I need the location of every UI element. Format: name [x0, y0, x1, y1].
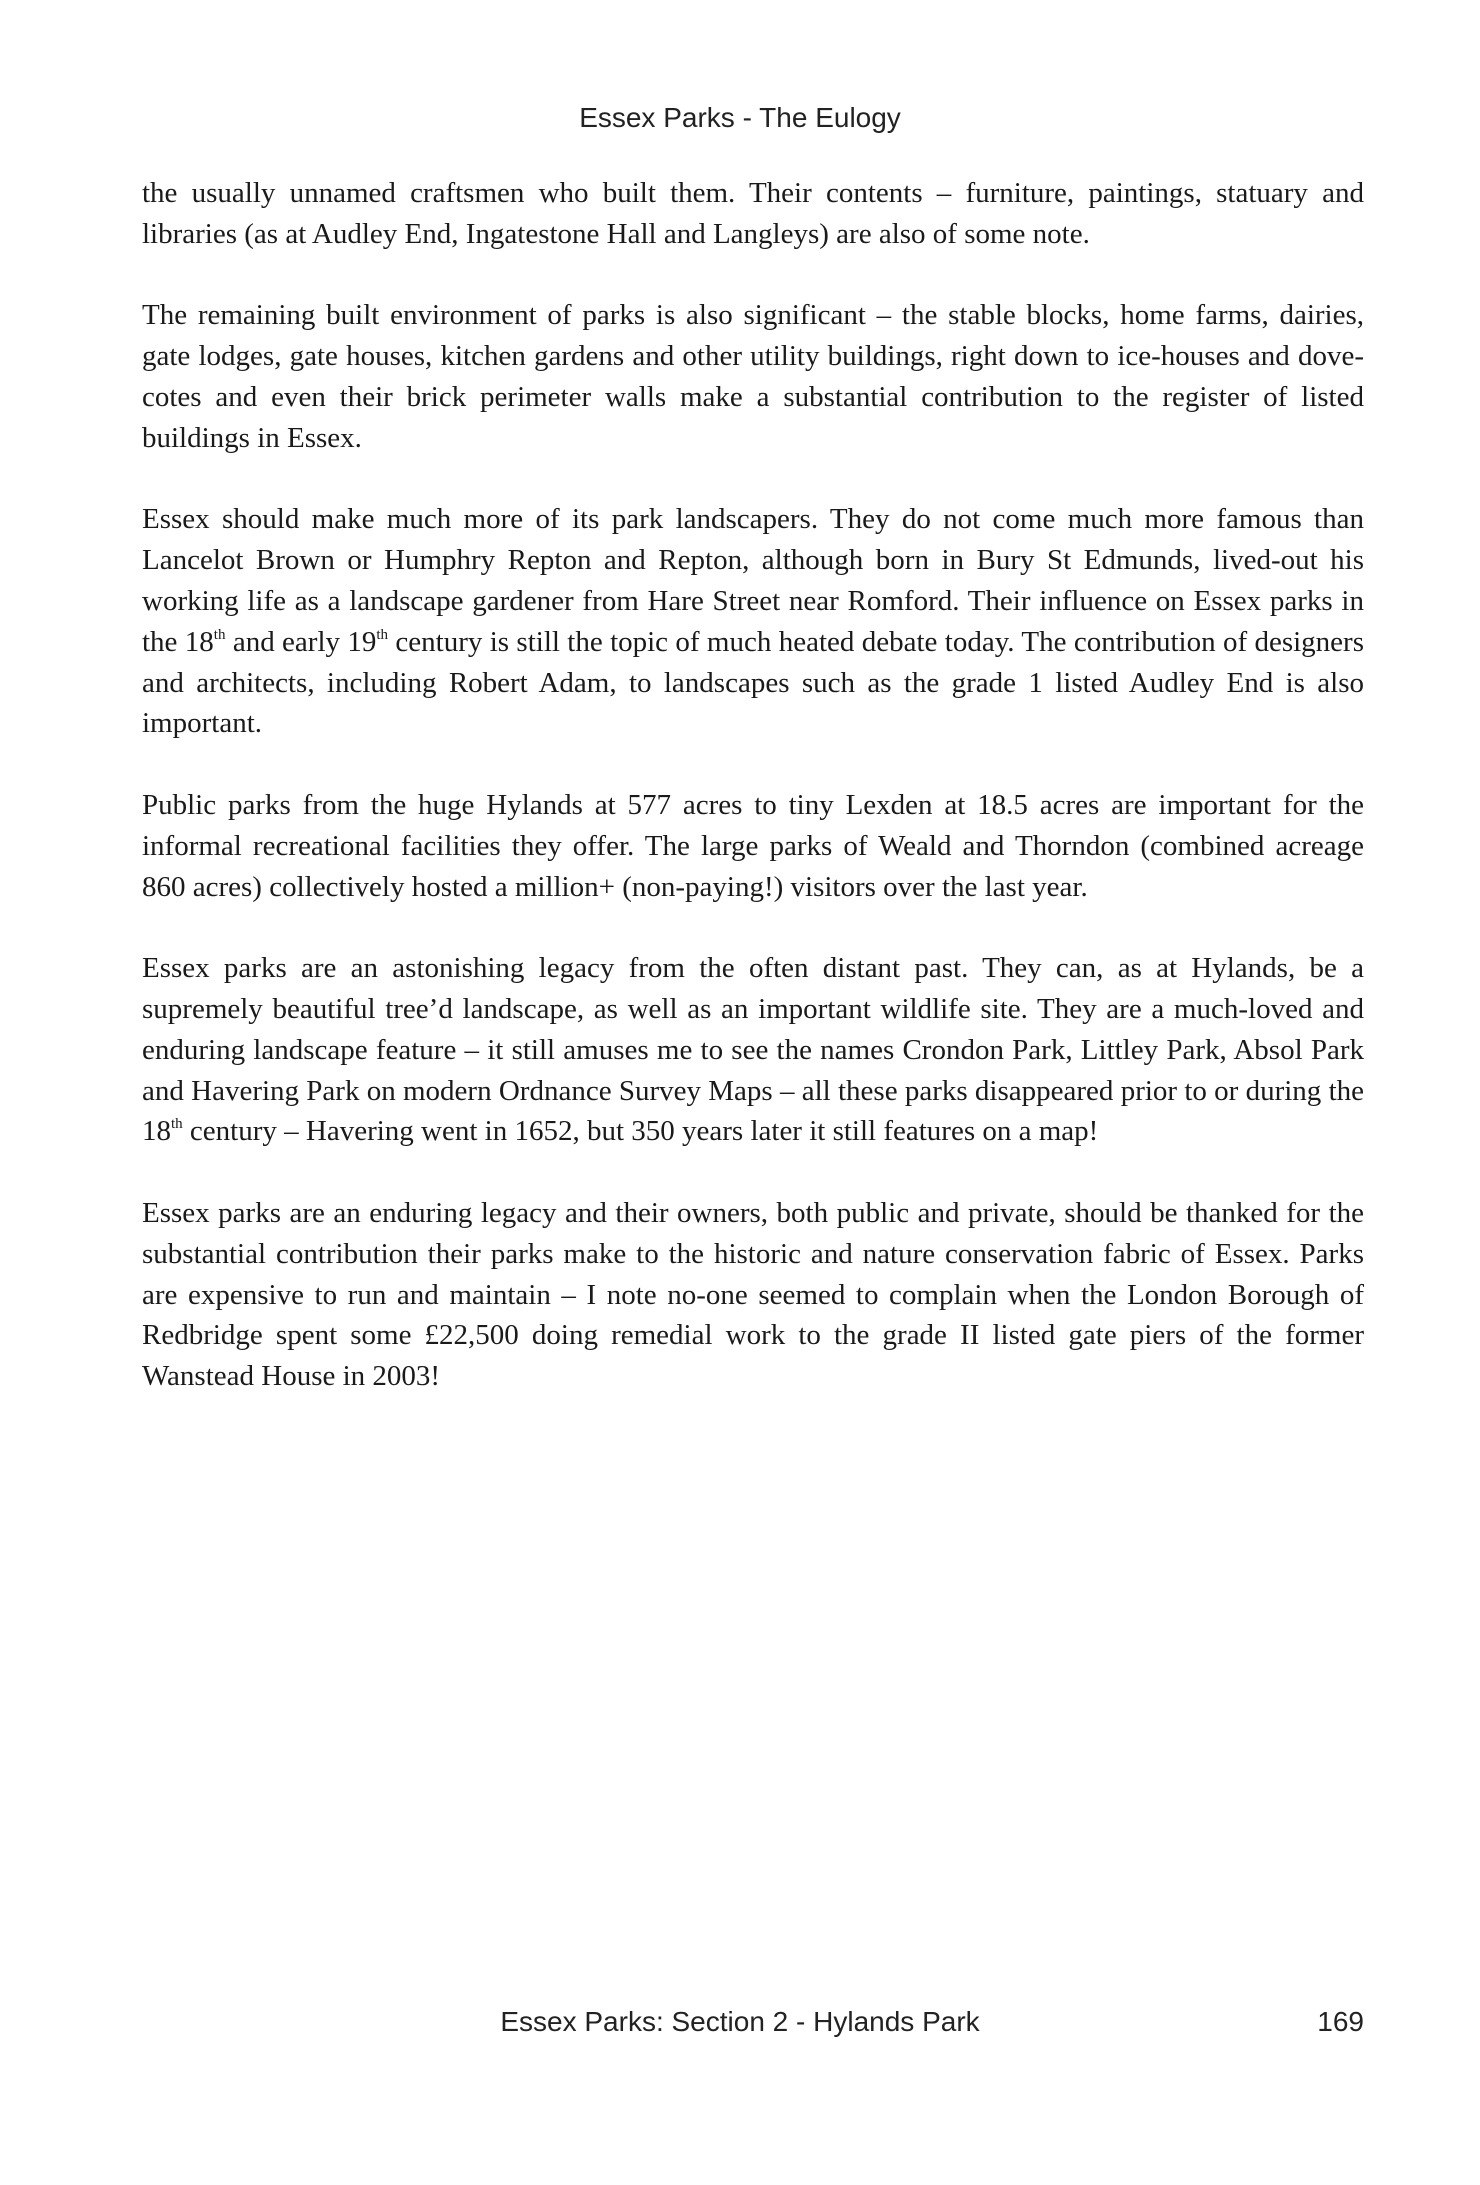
paragraph-1: the usually unnamed craftsmen who built them. Their contents – furniture, paintings, statuary and libraries (as at Audley End, Ingatestone Hall and Langleys) are also of some note. — [142, 177, 1364, 250]
paragraph-5 — [142, 948, 1364, 1152]
page-number: 169 — [1317, 2006, 1364, 2037]
paragraph-3-text-c: century is still the topic of much heated debate today. The contribution of designers and architects, including Robert Adam, to landscapes such as the grade 1 listed Audley End is also important. — [142, 625, 1364, 740]
superscript-th: th — [171, 1116, 183, 1133]
paragraph-3-text-a: Essex should make much more of its park landscapers. They do not come much more famous than Lancelot Brown or Humphry Repton and Repton, although born in Bury St Edmunds, lived-out his working life as a landscape gardener from Hare Street near Romford. Their influence on Essex parks in the 18 — [142, 503, 1364, 658]
paragraph-2: The remaining built environment of parks is also significant – the stable blocks, home farms, dairies, gate lodges, gate houses, kitchen gardens and other utility buildings, right down to ice-houses and dove-cotes and even their brick perimeter walls make a substantial contribution to the register of listed buildings in Essex. — [142, 299, 1364, 454]
paragraph-3 — [142, 499, 1364, 744]
superscript-th: th — [213, 626, 226, 643]
paragraph-5-text-b: century – Havering went in 1652, but 350 years later it still features on a map! — [182, 1115, 1099, 1148]
body-text — [142, 173, 1364, 1438]
paragraph-3-text-b: and early 19 — [225, 625, 377, 658]
superscript-th: th — [376, 626, 389, 643]
paragraph-6: Essex parks are an enduring legacy and their owners, both public and private, should be thanked for the substantial contribution their parks make to the historic and nature conservation fabric of Essex. Parks are expensive to run and maintain – I note no-one seemed to complain when the London Borough of Redbridge spent some £22,500 doing remedial work to the grade II listed gate piers of the former Wanstead House in 2003! — [142, 1196, 1364, 1393]
paragraph-4: Public parks from the huge Hylands at 577 acres to tiny Lexden at 18.5 acres are important for the informal recreational facilities they offer. The large parks of Weald and Thorndon (combined acreage 860 acres) collectively hosted a million+ (non-paying!) visitors over the last year. — [142, 788, 1364, 903]
running-header: Essex Parks - The Eulogy — [579, 102, 901, 133]
paragraph-5-text-a: Essex parks are an astonishing legacy from the often distant past. They can, as at Hylands, be a supremely beautiful tree’d landscape, as well as an important wildlife site. They are a much-loved and enduring landscape feature – it still amuses me to see the names Crondon Park, Littley Park, Absol Park and Havering Park on modern Ordnance Survey Maps – all these parks disappeared prior to or during the 18 — [142, 952, 1364, 1148]
footer-title: Essex Parks: Section 2 - Hylands Park — [500, 2006, 980, 2037]
running-footer — [0, 2002, 1480, 2042]
